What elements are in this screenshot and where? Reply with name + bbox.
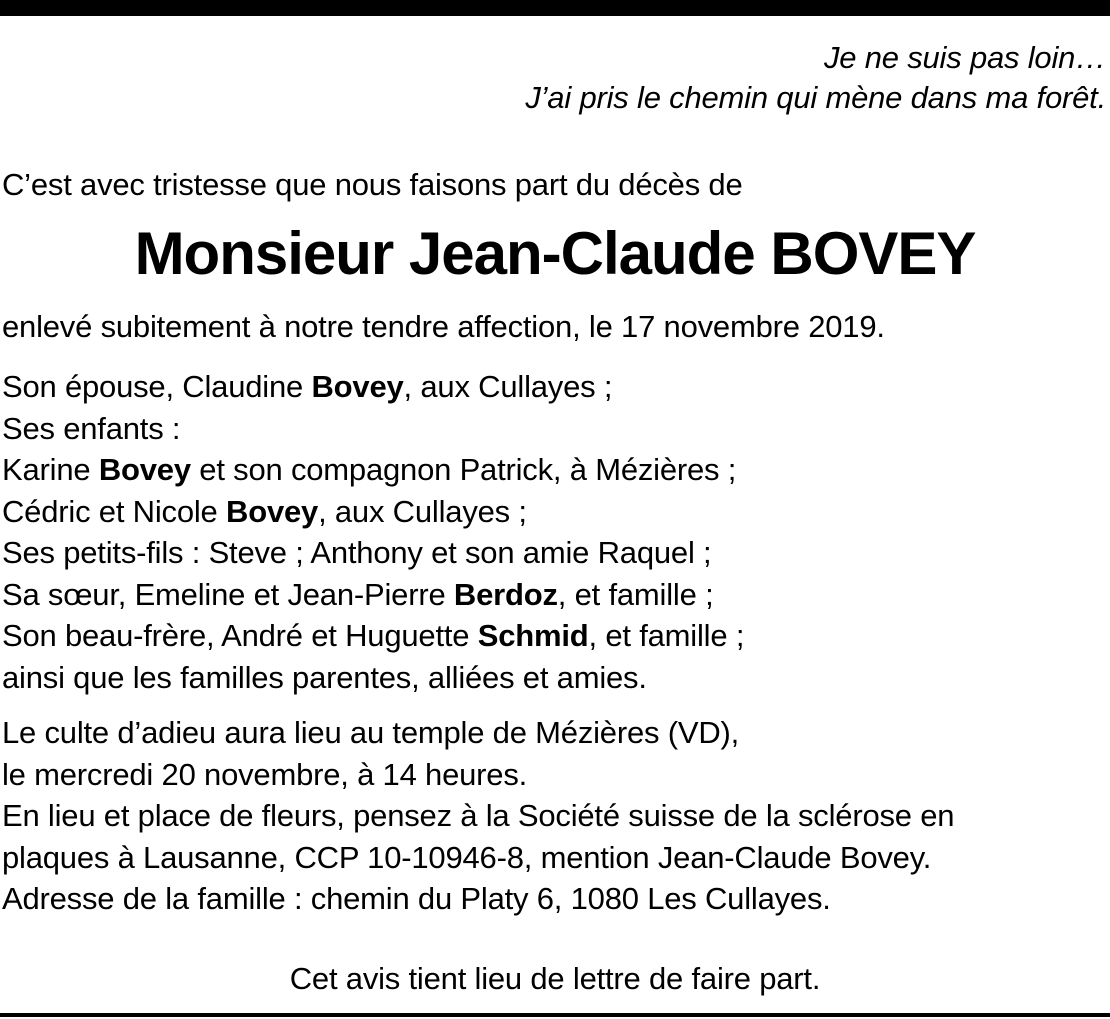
bottom-rule (0, 1013, 1110, 1017)
family-child-1 (2, 449, 744, 491)
epigraph (106, 38, 1106, 118)
family-spouse (2, 366, 744, 408)
sister-text: Sa sœur, Emeline et Jean-Pierre (2, 576, 454, 612)
ceremony-line-3: En lieu et place de fleurs, pensez à la Société suisse de la sclérose en (2, 798, 955, 833)
epigraph-line-1: Je ne suis pas loin… (823, 40, 1106, 75)
ceremony-line-4: plaques à Lausanne, CCP 10-10946-8, mention Jean-Claude Bovey. (2, 839, 932, 875)
ceremony-line-5: Adresse de la famille : chemin du Platy 6, 1080 Les Cullayes. (2, 881, 831, 916)
epigraph-line-2: J’ai pris le chemin qui mène dans ma forêt. (525, 80, 1106, 115)
spouse-text: Son épouse, Claudine (2, 369, 312, 404)
closing-note: Cet avis tient lieu de lettre de faire part. (289, 961, 821, 996)
child2-details: , aux Cullayes ; (318, 493, 527, 529)
ceremony-details (2, 712, 954, 920)
child1-details: et son compagnon Patrick, à Mézières ; (190, 452, 737, 487)
child2-text: Cédric et Nicole (2, 493, 227, 529)
announcement-intro: C’est avec tristesse que nous faisons part du décès de (2, 167, 743, 202)
brother-in-law-surname: Schmid (477, 618, 589, 653)
child1-surname: Bovey (98, 452, 191, 487)
sister-details: , et famille ; (557, 576, 714, 612)
spouse-location: , aux Cullayes ; (403, 369, 613, 404)
family-sister (2, 574, 744, 616)
deceased-name: Monsieur Jean-Claude BOVEY (134, 220, 976, 287)
family-grandsons: Ses petits-fils : Steve ; Anthony et son amie Raquel ; (2, 535, 712, 570)
brother-in-law-text: Son beau-frère, André et Huguette (2, 618, 478, 653)
family-list (2, 366, 744, 698)
family-child-2 (2, 491, 744, 533)
sister-surname: Berdoz (453, 576, 558, 612)
date-of-death-line: enlevé subitement à notre tendre affection, le 17 novembre 2019. (2, 309, 885, 344)
child2-surname: Bovey (226, 493, 319, 529)
family-children-header: Ses enfants : (2, 410, 181, 446)
family-brother-in-law (2, 615, 744, 657)
family-others: ainsi que les familles parentes, alliées et amies. (2, 659, 647, 695)
spouse-surname: Bovey (311, 369, 404, 404)
ceremony-line-1: Le culte d’adieu aura lieu au temple de Mézières (VD), (2, 715, 740, 750)
brother-in-law-details: , et famille ; (588, 618, 745, 653)
ceremony-line-2: le mercredi 20 novembre, à 14 heures. (2, 756, 528, 792)
child1-text: Karine (2, 452, 99, 487)
top-rule (0, 0, 1110, 16)
